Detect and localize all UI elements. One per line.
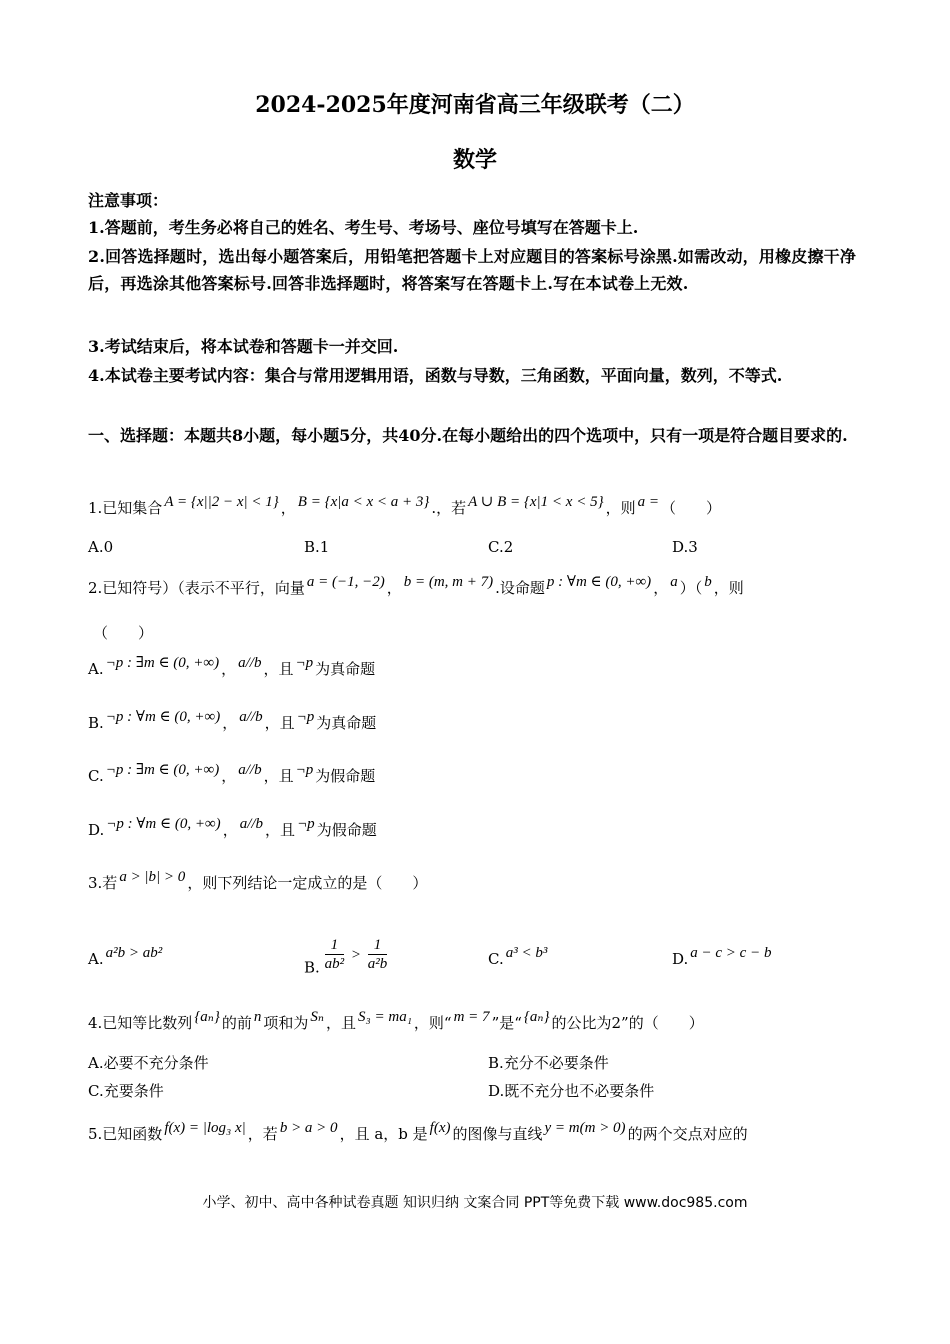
q3-option-b: B. $\frac{1}{\text{ab²}}$ > $\frac{1}{\text{a²b}}$	[304, 937, 388, 977]
exam-title: 2024-2025年度河南省高三年级联考（二）	[255, 92, 695, 118]
q1-option-c: C.2	[488, 538, 514, 556]
vector-a-formula: a = (−1, −2)	[306, 574, 385, 590]
q2-option-a: A. ¬p : ∃m ∈ (0, +∞) ， a//b ，且 ¬p 为真命题	[88, 655, 376, 678]
fraction-1: $\frac{1}{\text{ab²}}$	[324, 937, 345, 972]
question-5: 5.已知函数 f(x) = |log₃ x| ，若 b > a > 0 ，且 a，b 是 f(x) 的图像与直线 y = m(m > 0) 的两个交点对应的	[88, 1120, 748, 1143]
notice-heading: 注意事项：	[88, 191, 169, 210]
q3-option-d: D. a − c > c − b	[672, 945, 772, 968]
set-b-formula: B = {x|a < x < a + 3}	[297, 494, 430, 510]
q2-option-d: D. ¬p : ∀m ∈ (0, +∞) ， a//b ，且 ¬p 为假命题	[88, 816, 377, 839]
subject-title: 数学	[452, 147, 497, 173]
q1-option-a: A.0	[88, 538, 114, 556]
notice-item-2: 2.回答选择题时，选出每小题答案后，用铅笔把答题卡上对应题目的答案标号涂黑.如需改动，用橡皮擦干净后，再选涂其他答案标号.回答非选择题时，将答案写在答题卡上.写在本试卷上无效.	[88, 247, 857, 293]
notice-item-3: 3.考试结束后，将本试卷和答题卡一并交回.	[88, 337, 399, 356]
q2-paren: （ ）	[93, 624, 154, 642]
q2-option-b: B. ¬p : ∀m ∈ (0, +∞) ， a//b ，且 ¬p 为真命题	[88, 709, 377, 732]
notice-item-1: 1.答题前，考生务必将自己的姓名、考生号、考场号、座位号填写在答题卡上.	[88, 218, 639, 237]
question-2: 2.已知符号）（表示不平行，向量 a = (−1, −2) ， b = (m, m + 7) .设命题 p : ∀m ∈ (0, +∞) ， a ）（ b ，则	[88, 574, 744, 597]
condition-formula: a > |b| > 0	[119, 869, 186, 885]
q2-option-c: C. ¬p : ∃m ∈ (0, +∞) ， a//b ，且 ¬p 为假命题	[88, 762, 376, 785]
q4-option-d: D.既不充分也不必要条件	[488, 1082, 655, 1100]
notice-item-4: 4.本试卷主要考试内容：集合与常用逻辑用语，函数与导数，三角函数，平面向量，数列，不等式.	[88, 366, 783, 385]
q3-option-a: A. a²b > ab²	[88, 945, 163, 968]
vector-b-formula: b = (m, m + 7)	[403, 574, 494, 590]
section-heading: 一、选择题：本题共8小题，每小题5分，共40分.在每小题给出的四个选项中，只有一项是符合题目要求的.	[88, 426, 848, 445]
proposition-formula: p : ∀m ∈ (0, +∞)	[546, 574, 652, 590]
q4-option-a: A.必要不充分条件	[88, 1054, 209, 1072]
q1-option-b: B.1	[304, 538, 330, 556]
fraction-2: $\frac{1}{\text{a²b}}$	[367, 937, 388, 972]
q4-option-b: B.充分不必要条件	[488, 1054, 609, 1072]
question-3: 3.若 a > |b| > 0 ，则下列结论一定成立的是（ ）	[88, 869, 428, 892]
q1-option-d: D.3	[672, 538, 698, 556]
q3-option-c: C. a³ < b³	[488, 945, 548, 968]
question-1: 1.已知集合 A = {x||2 − x| < 1} ， B = {x|a < x < a + 3} .，若 A ∪ B = {x|1 < x < 5} ，则 a = （ ）	[88, 494, 721, 517]
union-formula: A ∪ B = {x|1 < x < 5}	[468, 494, 604, 510]
set-a-formula: A = {x||2 − x| < 1}	[164, 494, 279, 510]
page-footer: 小学、初中、高中各种试卷真题 知识归纳 文案合同 PPT等免费下载 www.doc985.com	[202, 1195, 748, 1211]
q4-option-c: C.充要条件	[88, 1082, 164, 1100]
question-4: 4.已知等比数列 {aₙ} 的前 n 项和为 Sₙ ，且 S₃ = ma₁ ，则“ m = 7 ”是“ {aₙ} 的公比为2”的（ ）	[88, 1009, 704, 1032]
